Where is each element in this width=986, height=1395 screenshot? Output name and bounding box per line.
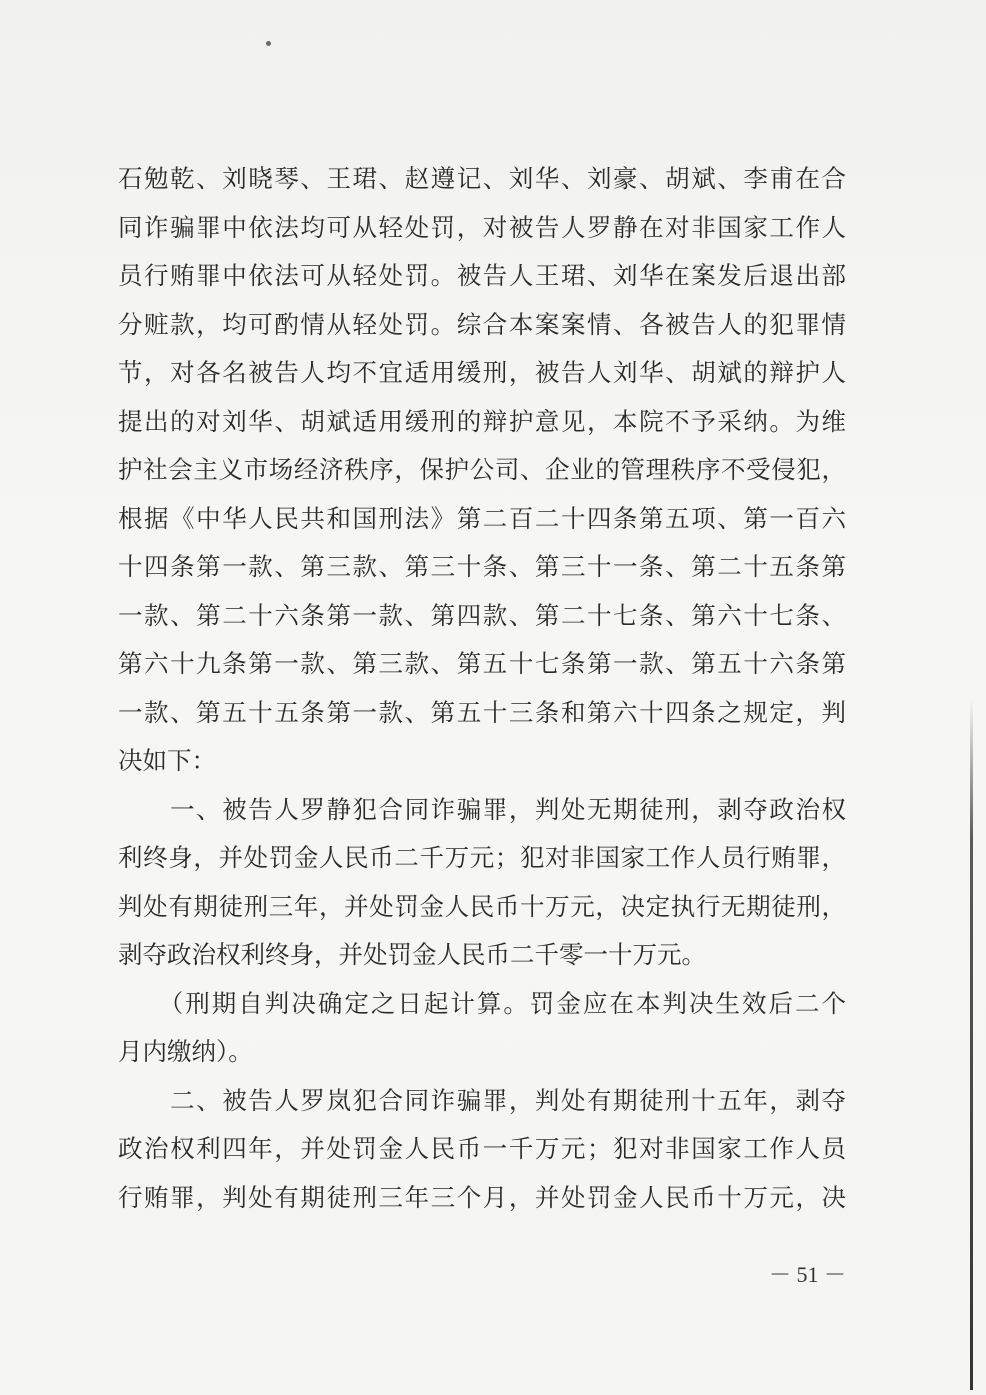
- text-line: 行贿罪，判处有期徒刑三年三个月，并处罚金人民币十万元，决: [118, 1182, 846, 1212]
- text-line: 同诈骗罪中依法均可从轻处罚，对被告人罗静在对非国家工作人: [118, 212, 846, 242]
- text-line: 石勉乾、刘晓琴、王珺、赵遵记、刘华、刘豪、胡斌、李甫在合: [118, 164, 846, 193]
- page-number: － 51 －: [768, 1262, 846, 1287]
- text-line: 护社会主义市场经济秩序，保护公司、企业的管理秩序不受侵犯，: [118, 455, 846, 484]
- text-line: 一款、第五十五条第一款、第五十三条和第六十四条之规定，判: [118, 697, 846, 727]
- text-line: 判处有期徒刑三年，并处罚金人民币十万元，决定执行无期徒刑，: [118, 891, 846, 921]
- text-line: 一款、第二十六条第一款、第四款、第二十七条、第六十七条、: [118, 600, 846, 630]
- text-line: 提出的对刘华、胡斌适用缓刑的辩护意见，本院不予采纳。为维: [118, 406, 846, 436]
- judgment-body-text: [118, 155, 846, 1222]
- text-line: 根据《中华人民共和国刑法》第二百二十四条第五项、第一百六: [118, 503, 846, 533]
- scan-speck: [266, 41, 271, 46]
- text-line: 月内缴纳）。: [118, 1037, 253, 1066]
- text-line: （刑期自判决确定之日起计算。罚金应在本判决生效后二个: [118, 988, 846, 1018]
- text-line: 十四条第一款、第三款、第三十条、第三十一条、第二十五条第: [118, 552, 846, 581]
- text-line: 分赃款，均可酌情从轻处罚。综合本案案情、各被告人的犯罪情: [118, 309, 846, 339]
- text-line: 员行贿罪中依法可从轻处罚。被告人王珺、刘华在案发后退出部: [118, 261, 846, 290]
- text-line: 节，对各名被告人均不宜适用缓刑，被告人刘华、胡斌的辩护人: [118, 358, 846, 387]
- text-line: 二、被告人罗岚犯合同诈骗罪，判处有期徒刑十五年，剥夺: [118, 1085, 846, 1115]
- text-line: 利终身，并处罚金人民币二千万元；犯对非国家工作人员行贿罪，: [118, 843, 846, 872]
- text-line: 剥夺政治权利终身，并处罚金人民币二千零一十万元。: [118, 940, 706, 969]
- scan-edge-shadow: [970, 700, 973, 1390]
- text-line: 决如下：: [118, 746, 216, 775]
- text-line: 第六十九条第一款、第三款、第五十七条第一款、第五十六条第: [118, 649, 846, 678]
- text-line: 政治权利四年，并处罚金人民币一千万元；犯对非国家工作人员: [118, 1134, 846, 1163]
- text-line: 一、被告人罗静犯合同诈骗罪，判处无期徒刑，剥夺政治权: [118, 794, 846, 824]
